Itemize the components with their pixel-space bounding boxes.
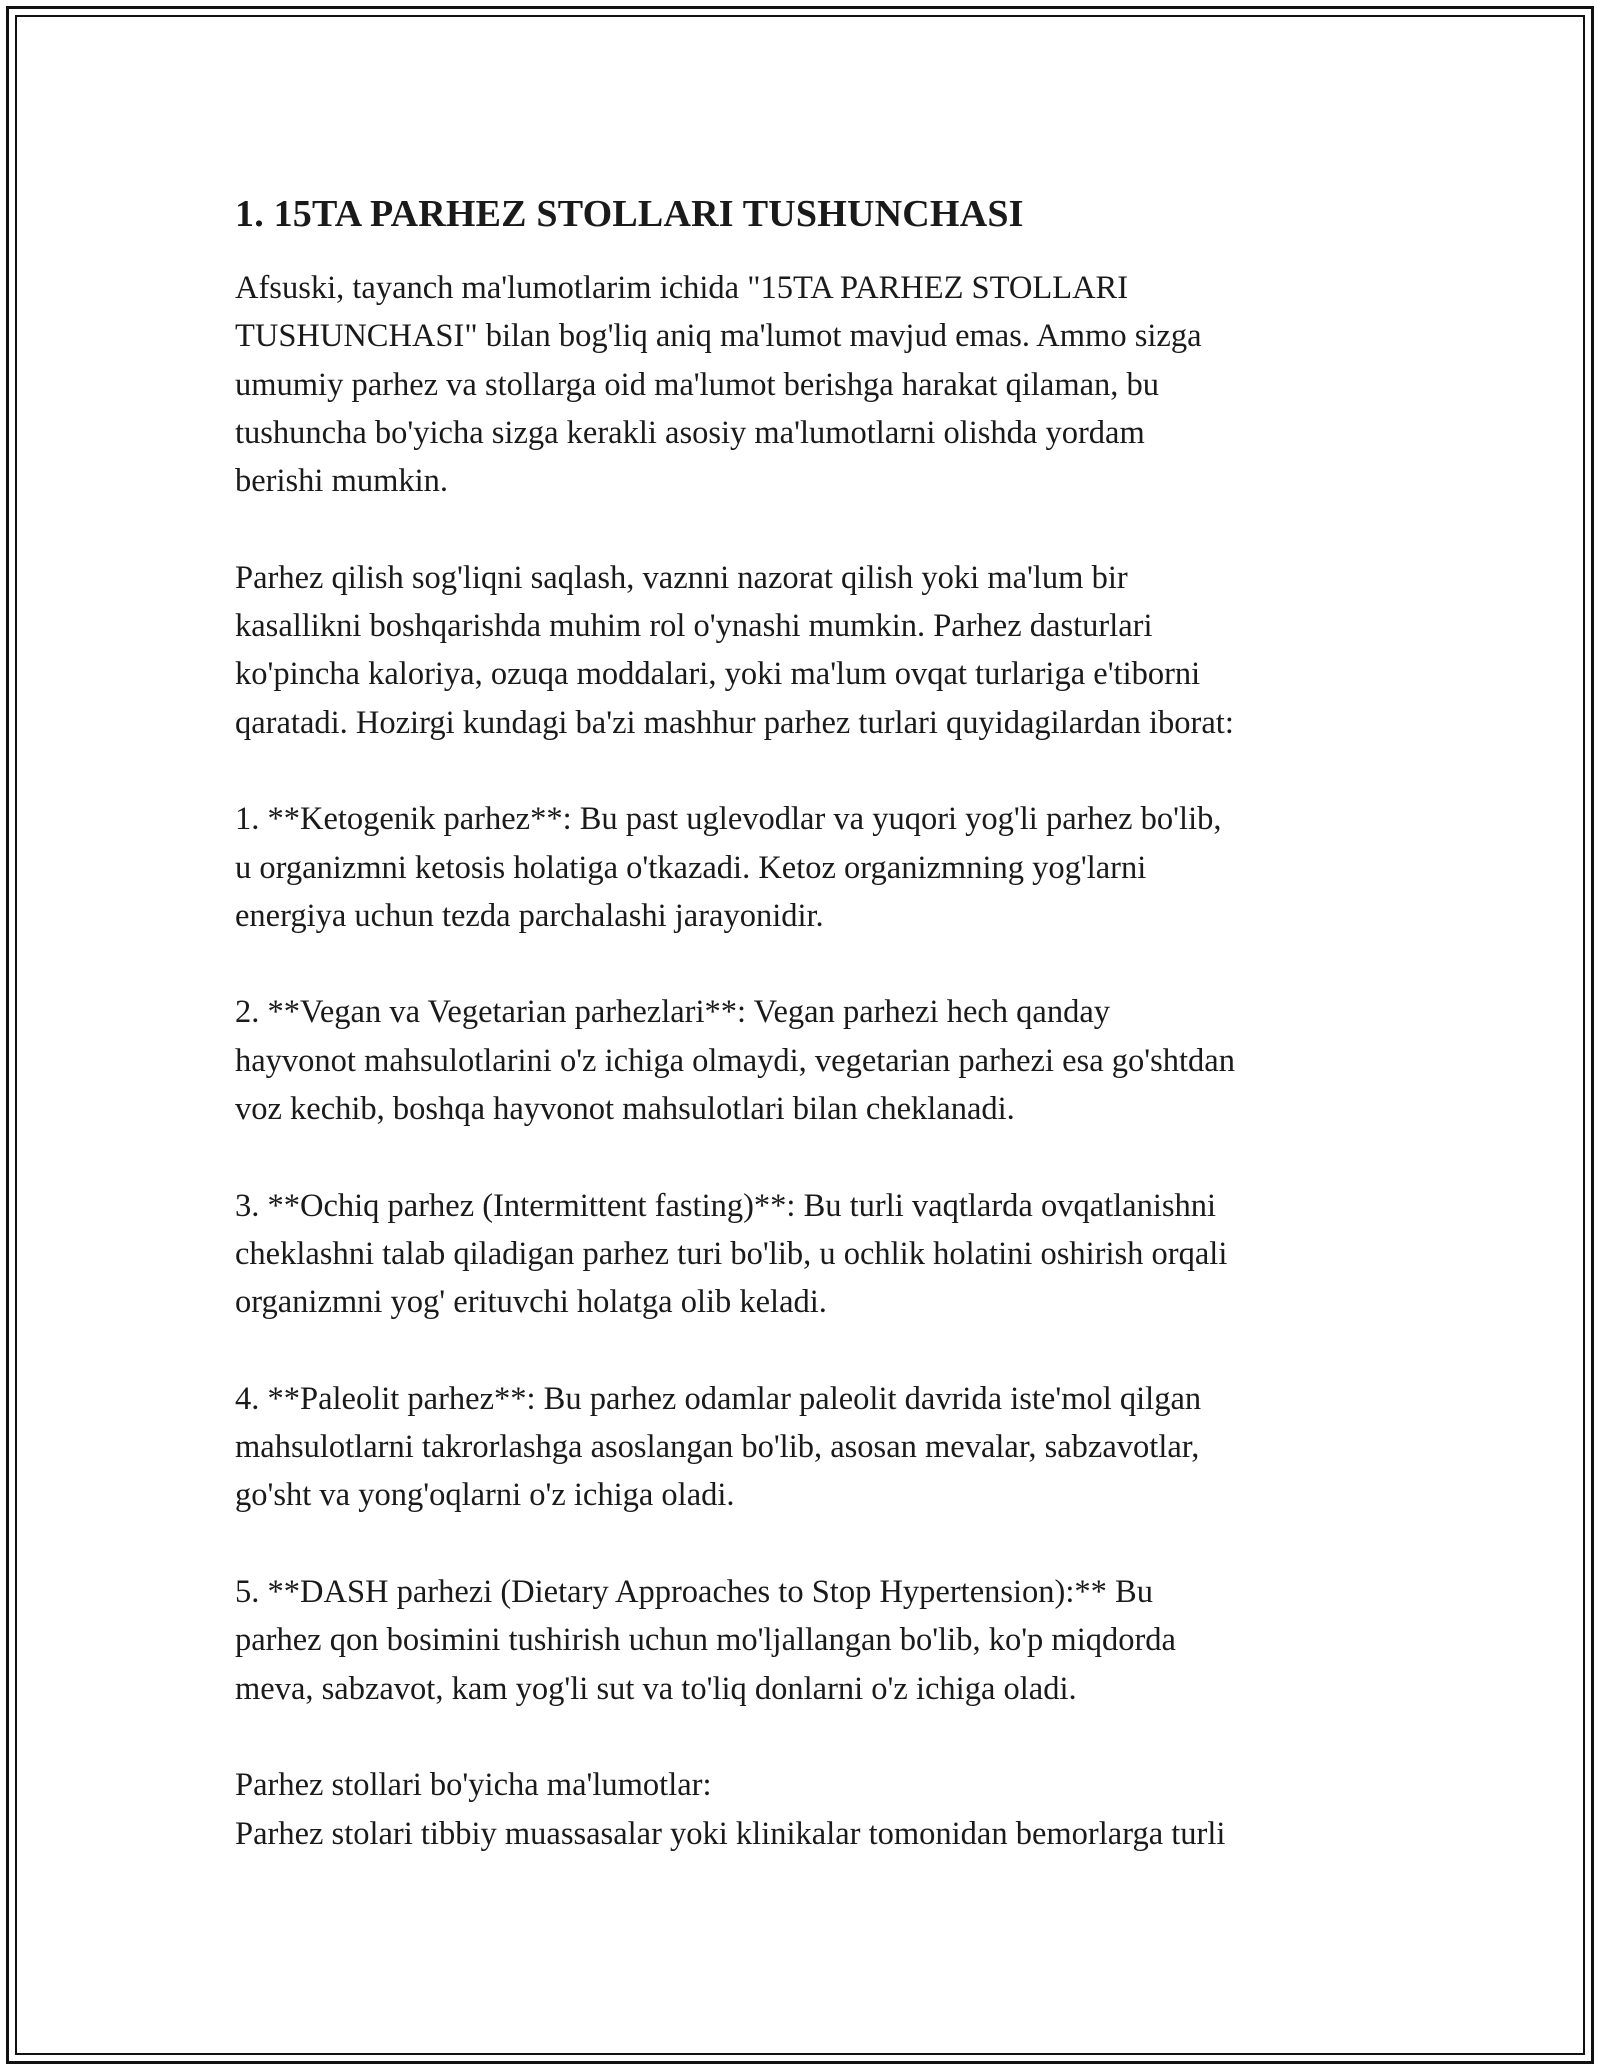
- text-line: umumiy parhez va stollarga oid ma'lumot berishga harakat qilaman, bu: [235, 366, 1160, 403]
- text-line: u organizmni ketosis holatiga o'tkazadi. Ketoz organizmning yog'larni: [235, 849, 1147, 886]
- text-line: qaratadi. Hozirgi kundagi ba'zi mashhur parhez turlari quyidagilardan iborat:: [235, 704, 1234, 741]
- text-line: 1. **Ketogenik parhez**: Bu past uglevodlar va yuqori yog'li parhez bo'lib,: [235, 801, 1222, 838]
- list-item-intermittent-fasting: [235, 1182, 1385, 1327]
- paragraph-intro: [235, 264, 1385, 505]
- list-item-dash: [235, 1568, 1385, 1713]
- paragraph-overview: [235, 554, 1385, 747]
- list-item-ketogenic: [235, 795, 1385, 940]
- text-line: kasallikni boshqarishda muhim rol o'ynashi mumkin. Parhez dasturlari: [235, 608, 1153, 645]
- text-line: tushuncha bo'yicha sizga kerakli asosiy ma'lumotlarni olishda yordam: [235, 414, 1145, 451]
- text-line: 3. **Ochiq parhez (Intermittent fasting)**: Bu turli vaqtlarda ovqatlanishni: [235, 1187, 1217, 1224]
- text-line: 2. **Vegan va Vegetarian parhezlari**: Vegan parhezi hech qanday: [235, 994, 1111, 1031]
- text-line: meva, sabzavot, kam yog'li sut va to'liq donlarni o'z ichiga oladi.: [235, 1670, 1077, 1707]
- text-line: Parhez qilish sog'liqni saqlash, vaznni nazorat qilish yoki ma'lum bir: [235, 559, 1128, 596]
- text-line: cheklashni talab qiladigan parhez turi bo'lib, u ochlik holatini oshirish orqali: [235, 1235, 1228, 1272]
- text-line: TUSHUNCHASI" bilan bog'liq aniq ma'lumot mavjud emas. Ammo sizga: [235, 318, 1202, 355]
- text-line: energiya uchun tezda parchalashi jarayonidir.: [235, 897, 824, 934]
- text-line: berishi mumkin.: [235, 463, 449, 500]
- text-line: Parhez stollari bo'yicha ma'lumotlar:: [235, 1767, 712, 1804]
- document-body: [235, 186, 1385, 1858]
- text-line: 4. **Paleolit parhez**: Bu parhez odamlar paleolit davrida iste'mol qilgan: [235, 1380, 1202, 1417]
- text-line: Afsuski, tayanch ma'lumotlarim ichida "15TA PARHEZ STOLLARI: [235, 270, 1129, 306]
- document-heading: 1. 15TA PARHEZ STOLLARI TUSHUNCHASI: [235, 193, 1024, 235]
- list-item-paleolit: [235, 1375, 1385, 1520]
- text-line: ko'pincha kaloriya, ozuqa moddalari, yoki ma'lum ovqat turlariga e'tiborni: [235, 656, 1201, 693]
- text-line: organizmni yog' erituvchi holatga olib keladi.: [235, 1284, 827, 1321]
- text-line: hayvonot mahsulotlarini o'z ichiga olmaydi, vegetarian parhezi esa go'shtdan: [235, 1042, 1235, 1079]
- text-line: 5. **DASH parhezi (Dietary Approaches to Stop Hypertension):** Bu: [235, 1574, 1153, 1611]
- text-line: voz kechib, boshqa hayvonot mahsulotlari bilan cheklanadi.: [235, 1091, 1015, 1128]
- paragraph-diet-tables: [235, 1761, 1385, 1858]
- text-line: go'sht va yong'oqlarni o'z ichiga oladi.: [235, 1477, 735, 1514]
- list-item-vegan: [235, 988, 1385, 1133]
- text-line: mahsulotlarni takrorlashga asoslangan bo'lib, asosan mevalar, sabzavotlar,: [235, 1429, 1200, 1466]
- text-line: Parhez stolari tibbiy muassasalar yoki klinikalar tomonidan bemorlarga turli: [235, 1815, 1226, 1852]
- text-line: parhez qon bosimini tushirish uchun mo'ljallangan bo'lib, ko'p miqdorda: [235, 1622, 1176, 1659]
